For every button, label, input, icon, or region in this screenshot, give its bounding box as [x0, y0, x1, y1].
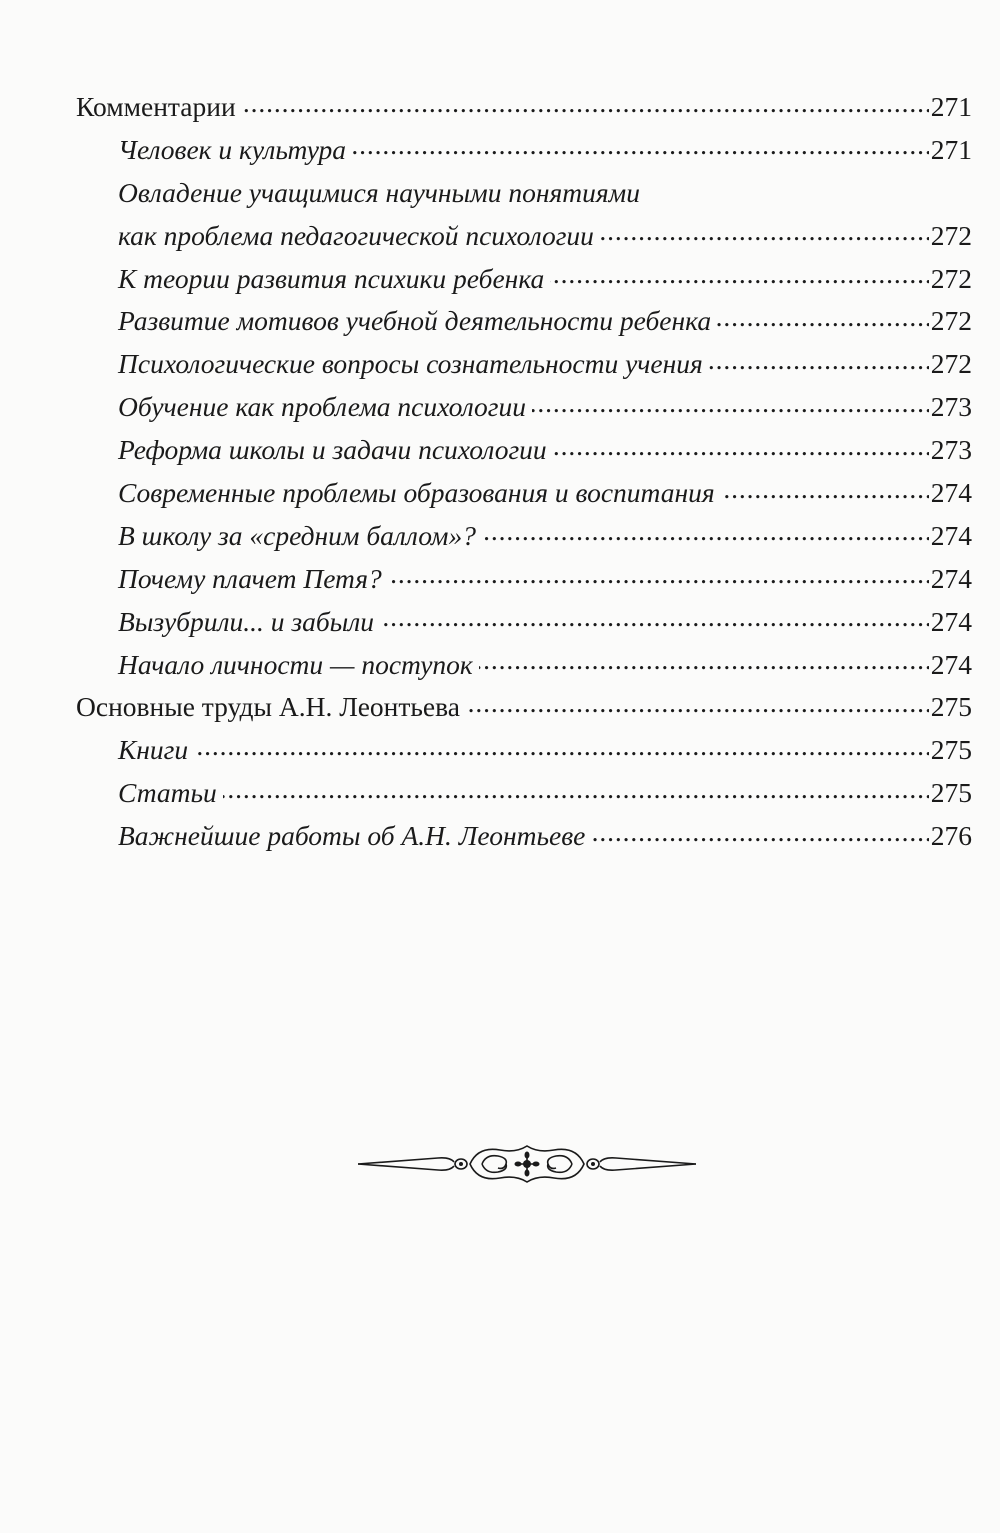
toc-entry-comments[interactable] — [76, 86, 972, 129]
toc-leader-dots — [388, 560, 929, 588]
toc-entry-page: 276 — [930, 820, 972, 852]
toc-entry-title: Книги — [118, 734, 189, 766]
toc-entry[interactable] — [76, 644, 972, 687]
toc-leader-dots — [600, 217, 929, 245]
toc-leader-dots — [194, 732, 929, 760]
toc-entry[interactable] — [76, 515, 972, 558]
toc-entry-page: 272 — [930, 348, 972, 380]
toc-entry-page: 271 — [930, 133, 972, 165]
toc-leader-dots — [717, 303, 929, 331]
toc-entry-title: Психологические вопросы сознательности учения — [118, 348, 703, 380]
toc-entry[interactable] — [76, 300, 972, 343]
toc-entry-page: 274 — [930, 477, 972, 509]
toc-leader-dots — [479, 646, 929, 674]
toc-entry-title: Начало личности — поступок — [118, 648, 473, 680]
toc-leader-dots — [380, 603, 929, 631]
toc-entry-page: 275 — [930, 777, 972, 809]
toc-entry[interactable] — [76, 558, 972, 601]
toc-entry-continued[interactable] — [76, 172, 972, 215]
toc-entry-page: 271 — [930, 91, 972, 122]
toc-leader-dots — [591, 818, 928, 846]
toc-entry-page: 275 — [930, 734, 972, 766]
toc-entry-page: 273 — [930, 391, 972, 423]
table-of-contents — [76, 86, 972, 858]
toc-entry-title: Реформа школы и задачи психологии — [118, 434, 547, 466]
toc-entry-title: К теории развития психики ребенка — [118, 262, 545, 294]
toc-entry[interactable] — [76, 386, 972, 429]
toc-entry-title: Развитие мотивов учебной деятельности ребенка — [118, 305, 712, 337]
toc-entry-page: 273 — [930, 434, 972, 466]
toc-leader-dots — [466, 689, 929, 717]
toc-entry[interactable] — [76, 429, 972, 472]
toc-entry-page: 274 — [930, 562, 972, 594]
toc-entry-page: 272 — [930, 262, 972, 294]
toc-entry-main-works[interactable] — [76, 686, 972, 729]
toc-entry[interactable] — [76, 601, 972, 644]
toc-entry-title: Человек и культура — [118, 133, 347, 165]
toc-entry[interactable] — [76, 729, 972, 772]
toc-leader-dots — [223, 775, 929, 803]
toc-entry[interactable] — [76, 772, 972, 815]
toc-leader-dots — [709, 346, 929, 374]
toc-entry-page: 275 — [930, 691, 972, 723]
toc-leader-dots — [550, 260, 929, 288]
toc-entry-title: Современные проблемы образования и воспитания — [118, 477, 715, 509]
toc-entry[interactable] — [76, 129, 972, 172]
toc-entry-page: 272 — [930, 219, 972, 251]
toc-entry-title: Основные труды А.Н. Леонтьева — [76, 691, 460, 723]
ornamental-divider-icon — [358, 1140, 696, 1188]
toc-entry[interactable] — [76, 472, 972, 515]
toc-entry[interactable] — [76, 343, 972, 386]
toc-leader-dots — [721, 475, 929, 503]
toc-entry-title: В школу за «средним баллом»? — [118, 519, 476, 551]
toc-leader-dots — [553, 432, 929, 460]
toc-entry-page: 274 — [930, 605, 972, 637]
toc-entry[interactable] — [76, 215, 972, 258]
toc-entry-title: как проблема педагогической психологии — [118, 219, 594, 251]
toc-entry-title: Комментарии — [76, 91, 236, 122]
toc-leader-dots — [242, 89, 929, 117]
toc-entry-title: Почему плачет Петя? — [118, 562, 382, 594]
toc-entry-title: Овладение учащимися научными понятиями — [118, 176, 640, 208]
toc-leader-dots — [352, 131, 929, 159]
toc-entry-page: 274 — [930, 519, 972, 551]
toc-leader-dots — [482, 517, 929, 545]
toc-entry-title: Обучение как проблема психологии — [118, 391, 527, 423]
toc-entry-page: 272 — [930, 305, 972, 337]
toc-entry-title: Важнейшие работы об А.Н. Леонтьеве — [118, 820, 586, 852]
toc-entry-title: Вызубрили... и забыли — [118, 605, 375, 637]
toc-entry[interactable] — [76, 258, 972, 301]
toc-entry-title: Статьи — [118, 777, 217, 809]
toc-leader-dots — [532, 389, 929, 417]
toc-entry-page: 274 — [930, 648, 972, 680]
toc-entry[interactable] — [76, 815, 972, 858]
